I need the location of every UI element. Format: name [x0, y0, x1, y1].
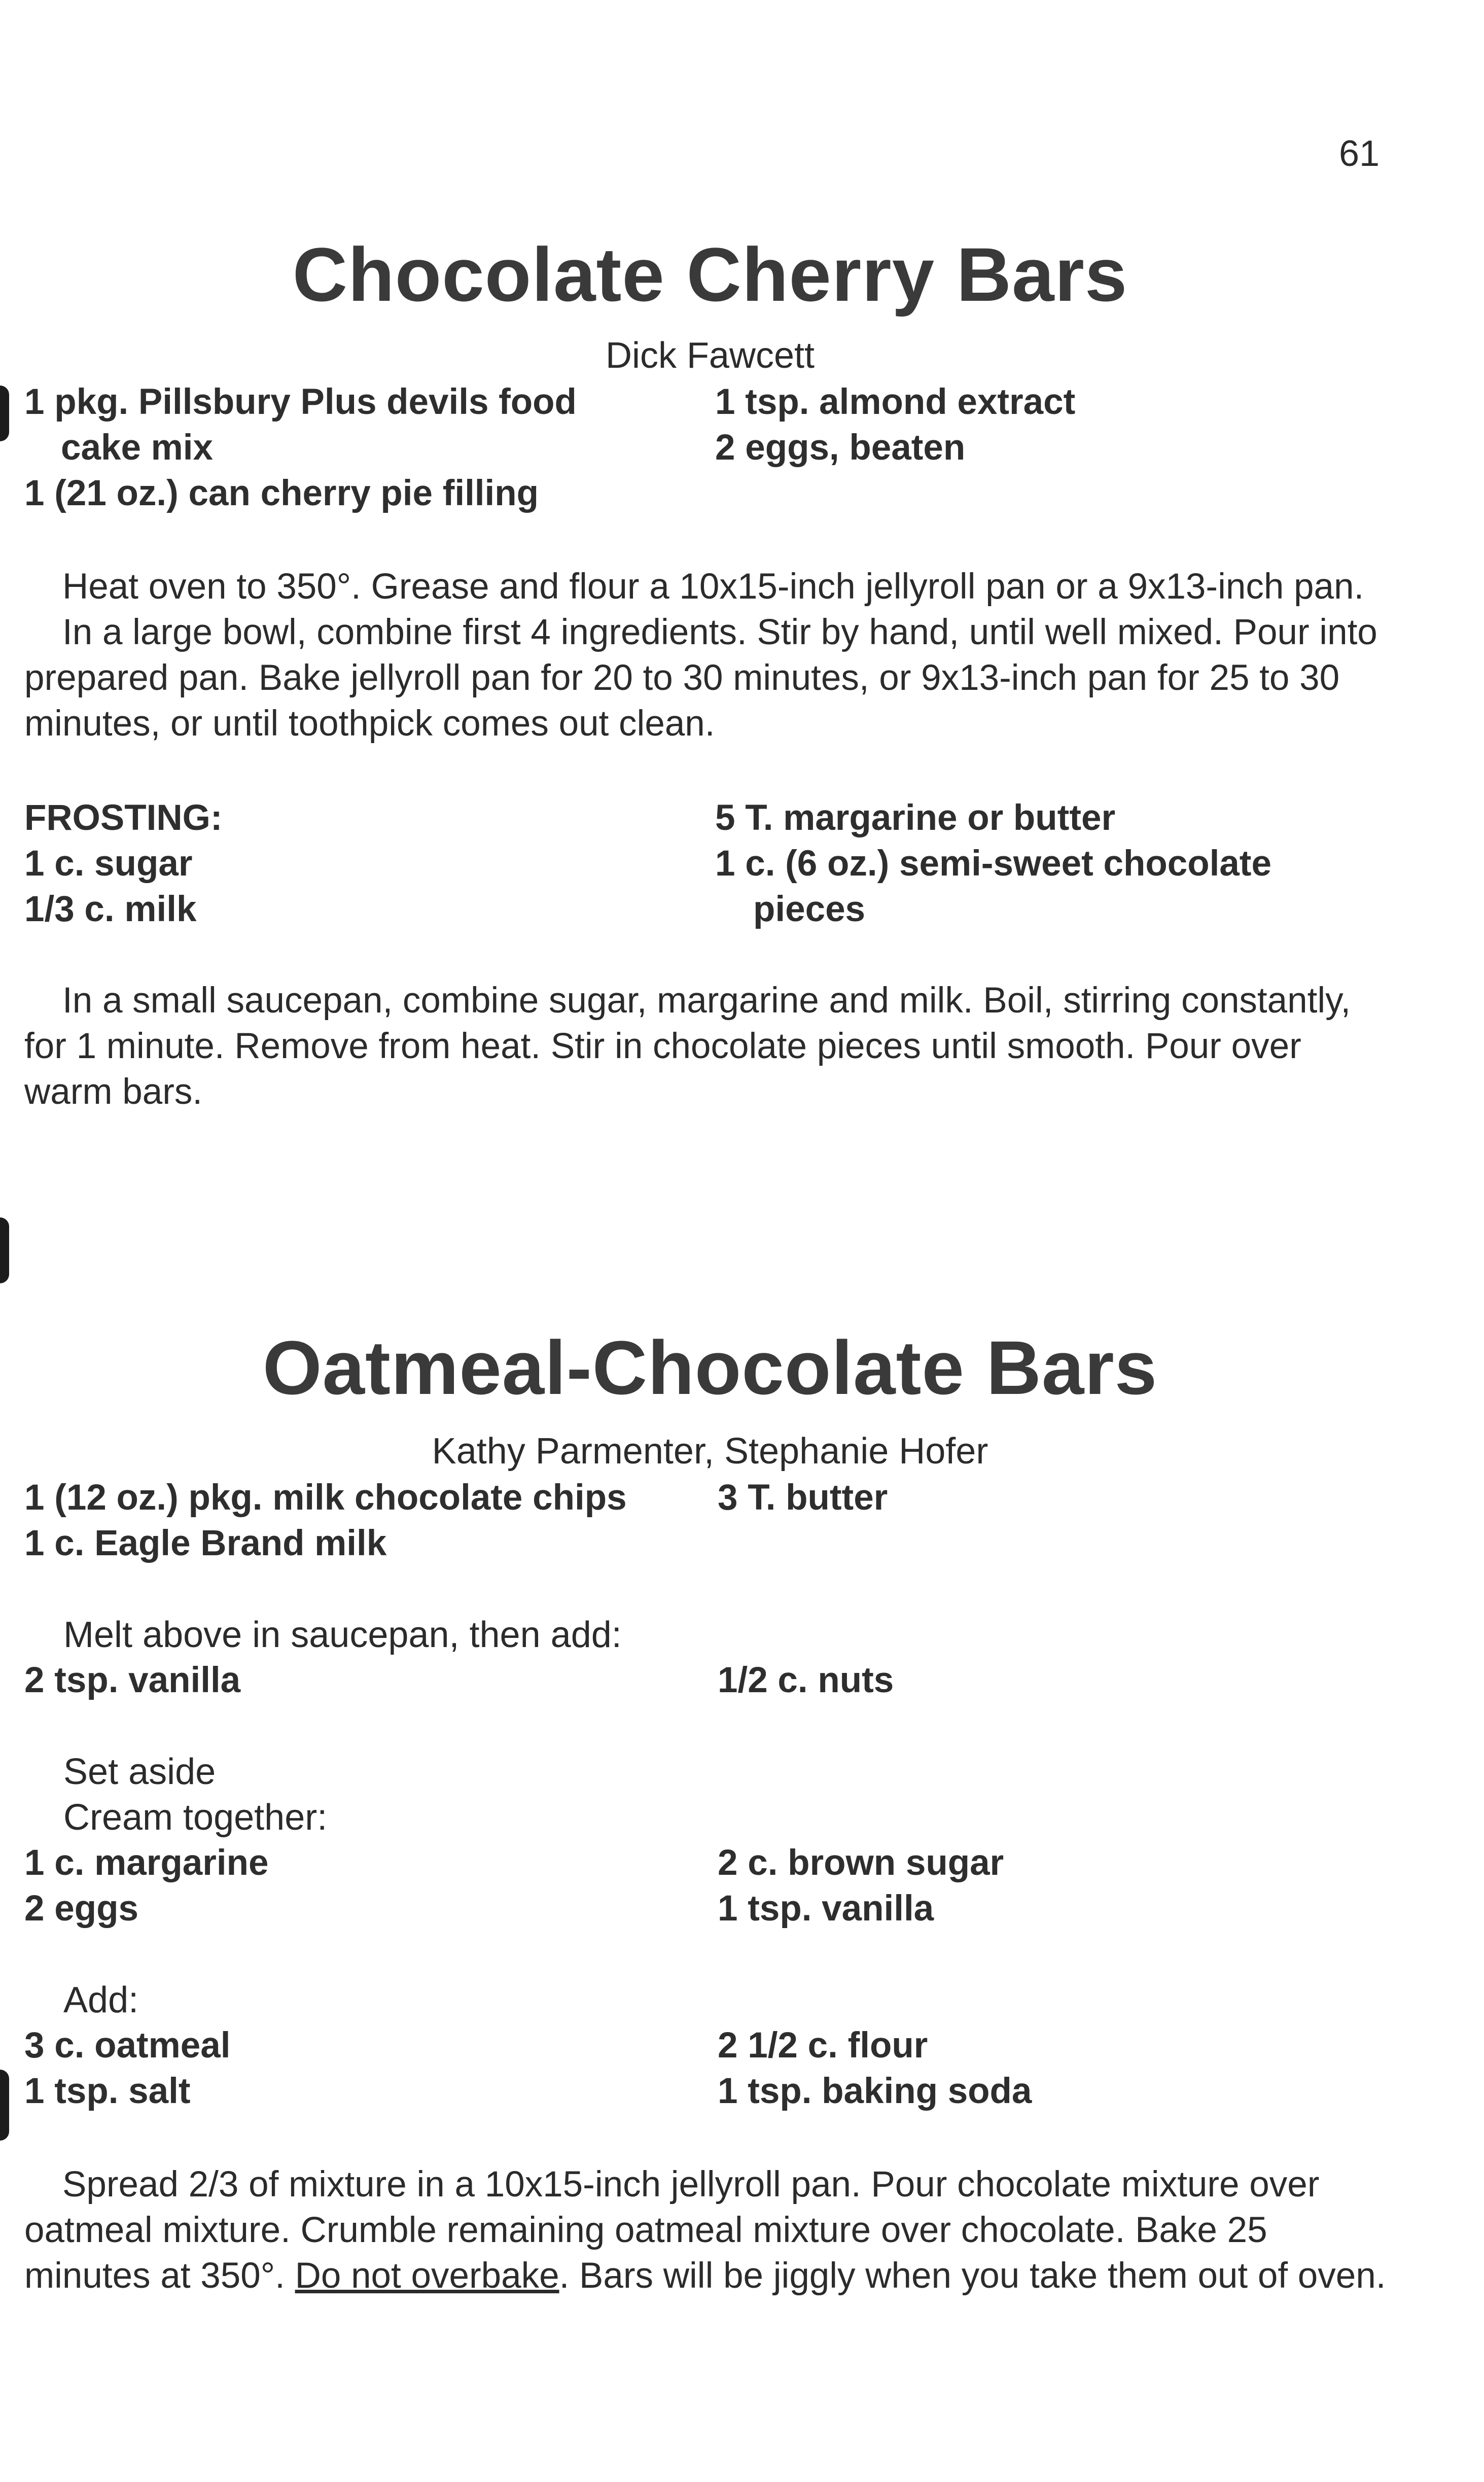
recipe1-ingredient: 1 pkg. Pillsbury Plus devils food — [24, 382, 577, 422]
recipe2-ingredient: 1 c. Eagle Brand milk — [24, 1523, 387, 1563]
recipe2-ingredient: 1 tsp. vanilla — [718, 1889, 934, 1929]
recipe1-title: Chocolate Cherry Bars — [292, 232, 1128, 317]
page-number: 61 — [1339, 133, 1380, 174]
frosting-heading: FROSTING: — [24, 798, 223, 838]
recipe2-step: Cream together: — [63, 1797, 328, 1838]
recipe2-ingredient: 1 (12 oz.) pkg. milk chocolate chips — [24, 1478, 627, 1518]
direction-line: for 1 minute. Remove from heat. Stir in chocolate pieces until smooth. Pour over — [24, 1026, 1301, 1066]
direction-text: minutes at 350°. — [24, 2256, 295, 2296]
frosting-ingredient: pieces — [753, 889, 866, 929]
recipe2-ingredient: 3 T. butter — [718, 1478, 888, 1518]
frosting-directions — [24, 978, 1384, 1115]
recipe2-ingredient: 1 tsp. salt — [24, 2071, 191, 2111]
direction-line: Heat oven to 350°. Grease and flour a 10x15-inch jellyroll pan or a 9x13-inch pan. — [62, 567, 1364, 607]
do-not-overbake-emphasis: Do not overbake — [295, 2256, 559, 2296]
binder-hole-top — [0, 386, 9, 441]
frosting-ingredient: 1 c. sugar — [24, 844, 193, 884]
recipe2-ingredient: 2 c. brown sugar — [718, 1843, 1004, 1883]
direction-line: In a small saucepan, combine sugar, margarine and milk. Boil, stirring constantly, — [62, 981, 1351, 1021]
recipe2-title: Oatmeal-Chocolate Bars — [262, 1325, 1158, 1410]
recipe1-author: Dick Fawcett — [605, 335, 815, 376]
recipe2-ingredient: 2 tsp. vanilla — [24, 1660, 241, 1700]
frosting-ingredient: 1 c. (6 oz.) semi-sweet chocolate — [715, 844, 1271, 884]
recipe1-ingredient: cake mix — [61, 428, 214, 468]
direction-line: In a large bowl, combine first 4 ingredients. Stir by hand, until well mixed. Pour into — [62, 612, 1377, 652]
recipe2-ingredient: 3 c. oatmeal — [24, 2025, 231, 2066]
recipe2-ingredient: 1 tsp. baking soda — [718, 2071, 1032, 2111]
direction-line: warm bars. — [24, 1072, 203, 1112]
binder-hole-bottom — [0, 2070, 9, 2141]
direction-line — [24, 2253, 1384, 2299]
recipe1-ingredient: 1 (21 oz.) can cherry pie filling — [24, 473, 539, 513]
recipe1-ingredient: 2 eggs, beaten — [715, 428, 966, 468]
recipe2-ingredient: 1 c. margarine — [24, 1843, 269, 1883]
recipe2-step: Add: — [63, 1980, 139, 2020]
frosting-ingredient: 5 T. margarine or butter — [715, 798, 1116, 838]
recipe2-author: Kathy Parmenter, Stephanie Hofer — [432, 1431, 988, 1472]
frosting-ingredient: 1/3 c. milk — [24, 889, 197, 929]
recipe2-directions — [24, 2162, 1384, 2299]
recipe2-step: Set aside — [63, 1752, 216, 1792]
recipe2-ingredient: 2 1/2 c. flour — [718, 2025, 928, 2066]
recipe2-ingredient: 2 eggs — [24, 1889, 138, 1929]
recipe1-directions — [24, 564, 1384, 747]
direction-line: oatmeal mixture. Crumble remaining oatmeal mixture over chocolate. Bake 25 — [24, 2210, 1267, 2250]
recipe2-ingredient: 1/2 c. nuts — [718, 1660, 894, 1700]
recipe2-step: Melt above in saucepan, then add: — [63, 1615, 622, 1655]
binder-hole-middle — [0, 1217, 9, 1283]
direction-line: prepared pan. Bake jellyroll pan for 20 to 30 minutes, or 9x13-inch pan for 25 to 30 — [24, 658, 1340, 698]
recipe1-ingredient: 1 tsp. almond extract — [715, 382, 1076, 422]
direction-line: Spread 2/3 of mixture in a 10x15-inch jellyroll pan. Pour chocolate mixture over — [62, 2164, 1320, 2205]
direction-line: minutes, or until toothpick comes out clean. — [24, 704, 715, 744]
direction-text: . Bars will be jiggly when you take them out of oven. — [559, 2256, 1386, 2296]
